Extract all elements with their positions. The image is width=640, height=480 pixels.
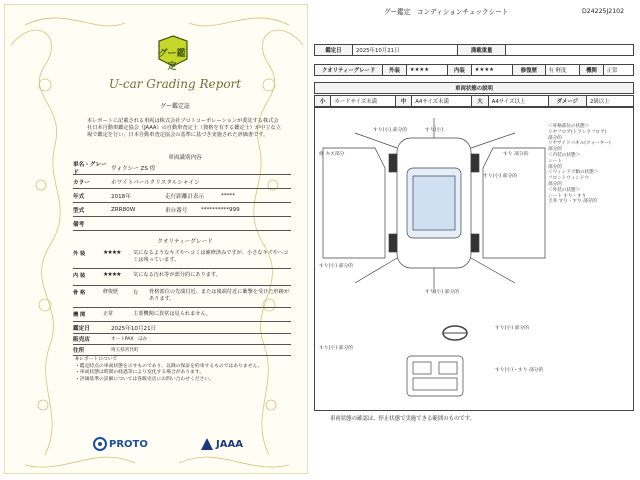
row-key: 備考 xyxy=(73,221,85,228)
quality-row-frame xyxy=(73,286,291,308)
condition-title: 車両状態の説明 xyxy=(315,83,634,94)
proto-logo-text: PROTO xyxy=(109,438,148,450)
row-address xyxy=(73,345,291,356)
sheet-title: グー鑑定 コンディションチェックシート xyxy=(384,8,509,16)
exterior-label: 外装 xyxy=(383,65,407,76)
row-value: ヴォクシー ZS 煌 xyxy=(111,165,156,172)
quality-key: 骨 格 xyxy=(73,290,86,296)
quality-key: 内 装 xyxy=(73,273,86,279)
row-value: 2018年 xyxy=(111,193,131,200)
quality-stars: ★★★★ xyxy=(103,249,121,256)
grading-certificate xyxy=(4,4,308,474)
date-label: 鑑定日 xyxy=(315,45,353,56)
damage-label-interior-right: すり(小) 部分的 xyxy=(495,326,530,331)
registered-value xyxy=(506,45,634,56)
note-line: シート すり・すり xyxy=(548,193,587,199)
goo-appraisal-seal-logo xyxy=(157,35,189,72)
report-script-title: U-car Grading Report xyxy=(108,77,242,91)
row-key: 車名・グレード xyxy=(73,161,107,176)
row-year xyxy=(73,189,291,203)
size-medium-value: A4サイズ未満 xyxy=(412,96,472,107)
size-small-label: 小 xyxy=(315,96,331,107)
engine-label: 機関 xyxy=(580,65,604,76)
damage-label-rear-left: すり(小) 部分的 xyxy=(319,264,354,269)
quality-row-interior xyxy=(73,269,291,286)
row-key: 販売店 xyxy=(73,337,90,343)
row-key-2: 走行距離計表示 xyxy=(165,193,205,200)
quality-stars: 修復歴 xyxy=(103,289,119,295)
grade-label: クオリティーグレード xyxy=(315,65,383,76)
quality-grade-title: クオリティーグレード xyxy=(157,239,213,245)
jaaa-mark-icon xyxy=(200,437,214,451)
row-key: 型式 xyxy=(73,207,85,214)
row-value-2: **********999 xyxy=(201,206,240,213)
jaaa-logo xyxy=(200,437,243,451)
note-line: 部分的 xyxy=(548,181,562,187)
row-key: 年式 xyxy=(73,193,85,200)
size-legend-table xyxy=(314,95,634,107)
note-line: ・鑑定時点の車両状態を示すものであり、以降の保証を約束するものではありません。 xyxy=(75,363,263,369)
quality-stars: 正常 xyxy=(103,311,114,317)
row-value: 2025年10月21日 xyxy=(111,326,157,332)
quality-desc: 主要機関に異常は見られません。 xyxy=(133,311,212,317)
certificate-notes xyxy=(75,357,285,383)
vehicle-section-title: 車両識別内容 xyxy=(168,155,202,161)
quality-stars: ★★★★ xyxy=(103,271,121,278)
proto-logo xyxy=(93,437,148,451)
row-model xyxy=(73,203,291,217)
damage-label-interior-left: すり(小) 部分的 xyxy=(319,346,354,351)
note-line: リヤフロア(トランクフロア) xyxy=(548,129,607,135)
exterior-stars: ★★★★ xyxy=(406,65,447,76)
note-line: ＜骨格部位の状態＞ xyxy=(548,124,590,129)
note-line: 部分的 xyxy=(548,164,562,170)
quality-key: 機 関 xyxy=(73,312,86,318)
proto-mark-icon xyxy=(93,437,107,451)
row-value-2: ***** xyxy=(221,192,235,199)
note-line: ＜ウィンドウ類の状態＞ xyxy=(548,170,599,176)
row-value: ホワイトパールクリスタルシャイン xyxy=(111,179,200,186)
row-value: オートPAX ほか xyxy=(111,337,148,342)
size-small-value: カードサイズ未満 xyxy=(331,96,395,107)
note-line: ＜外装の状態＞ xyxy=(548,187,581,193)
note-line: 天井 すり・すり 部分的 xyxy=(548,199,597,205)
footer-logos xyxy=(93,433,243,455)
damage-label-front: すり(小) xyxy=(425,128,444,133)
damage-label-rear: すり(小) 部分的 xyxy=(425,290,460,295)
frame-label: 修復歴 xyxy=(513,65,545,76)
row-seller xyxy=(73,334,291,345)
damage-label-right-door: すり 部分的 xyxy=(503,152,529,157)
quality-desc: 気になる汚れ等が部分的にあります。 xyxy=(133,272,221,278)
quality-row-exterior xyxy=(73,247,291,269)
diagram-notes xyxy=(548,124,628,205)
row-key: カラー xyxy=(73,179,90,186)
row-key-2: 車台番号 xyxy=(165,207,188,214)
damage-label-left-door: 修 キズ部分 xyxy=(319,152,345,157)
condition-title-table xyxy=(314,82,634,94)
row-value: ZRR80W xyxy=(111,206,136,213)
quality-key: 外 装 xyxy=(73,251,86,257)
frame-value: 有 軽度 xyxy=(545,65,580,76)
quality-row-engine xyxy=(73,308,291,322)
note-line: リヤサイドパネル(クォーター) xyxy=(548,141,611,147)
quality-rating: 有 xyxy=(133,290,139,296)
row-key: 住所 xyxy=(73,348,85,354)
note-line: ＜内装の状態＞ xyxy=(548,152,581,158)
row-remarks xyxy=(73,217,291,231)
note-line: フロントウィンドウ xyxy=(548,176,590,182)
sheet-grade-table xyxy=(314,64,634,76)
quality-desc: 骨格部位の先端付近、または後端付近に衝撃を受けた形跡があります。 xyxy=(149,289,290,302)
quality-desc: 気になるようなキズやヘコミは補修済みですが、小さなキズやヘコミは残っています。 xyxy=(133,250,289,263)
date-value: 2025年10月21日 xyxy=(352,45,457,56)
note-line: ・評価基準の詳細については各販売店にお問い合わせください。 xyxy=(75,376,215,382)
jaaa-logo-text: JAAA xyxy=(216,438,243,450)
note-line: 部分的 xyxy=(548,147,562,153)
seal-text: グー鑑定 xyxy=(158,49,186,72)
certificate-body-text: 本レポートに記載される車両は株式会社プロトコーポレーションが委託する株式会社日本自動車鑑定協会（JAAA）の自動車査定士（資格を有する鑑定士）が中立な立場で鑑定を行い、日本自動車査定協会の基準に基づき実施された評価書です。 xyxy=(87,118,281,139)
note-line: ・車両状態は時間の経過等により変化する場合があります。 xyxy=(75,370,205,376)
note-line: シート xyxy=(548,158,562,164)
damage-label-front-left: すり(小) 部分的 xyxy=(373,128,408,133)
document-code: D24225J2102 xyxy=(582,8,625,15)
size-large-label: 大 xyxy=(472,96,488,107)
row-color xyxy=(73,175,291,189)
sheet-bottom-note: 車両状態の確認は、停止状態で実施できる範囲のものです。 xyxy=(330,416,476,422)
interior-label: 内装 xyxy=(448,65,472,76)
registered-label: 満載重量 xyxy=(458,45,506,56)
sheet-header-table xyxy=(314,44,634,56)
size-medium-label: 中 xyxy=(395,96,411,107)
row-appraisal-date xyxy=(73,323,291,334)
note-line: ※レポートについて xyxy=(75,357,118,362)
damage-value: 2級以上 xyxy=(586,96,633,107)
row-name-grade xyxy=(73,161,291,175)
damage-label-right-side: すり(小) 部分的 xyxy=(483,174,518,179)
size-large-value: A4サイズ以上 xyxy=(488,96,548,107)
note-line: 部分的 xyxy=(548,135,562,141)
damage-label-seat: すり(小)・すり 部分的 xyxy=(495,368,544,373)
row-key: 鑑定日 xyxy=(73,326,90,332)
engine-value: 正常 xyxy=(603,65,633,76)
certificate-subtitle: グー鑑定証 xyxy=(159,103,190,110)
row-value: 埼玉県宮代町 xyxy=(111,348,139,353)
interior-stars: ★★★★ xyxy=(471,65,512,76)
damage-label: ダメージ xyxy=(548,96,586,107)
